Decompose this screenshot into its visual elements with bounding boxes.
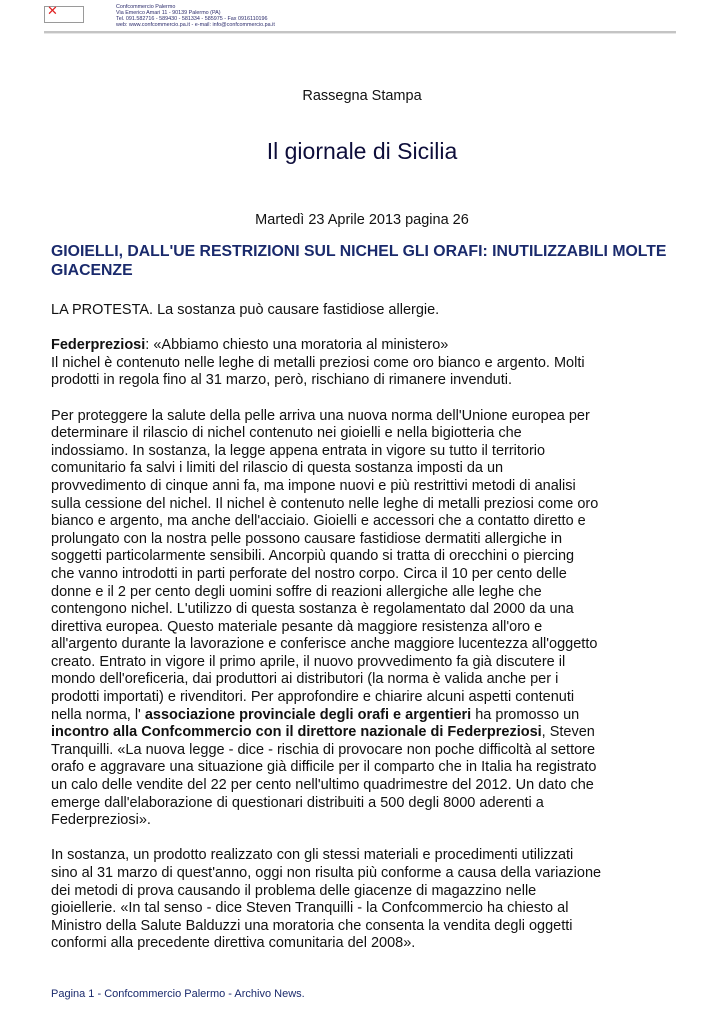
header-divider	[44, 31, 676, 34]
quote-speaker: Federpreziosi	[51, 337, 146, 354]
quote-summary: Il nichel è contenuto nelle leghe di metalli preziosi come oro bianco e argento. Molti prodotti in regola fino al 31 marzo, però, rischiano di rimanere invenduti.	[51, 354, 585, 389]
article-paragraph-3: In sostanza, un prodotto realizzato con gli stessi materiali e procedimenti utilizzati sino al 31 marzo di quest'anno, oggi non risulta più conforme a causa della variazione dei metodi di prova causando il problema delle giacenze di magazzino nelle gioiellerie. «In tal senso - dice Steven Tranquilli - la Confcommercio ha chiesto al Ministro della Salute Balduzzi una moratoria che consenta la vendita degli oggetti conformi alla precedente direttiva comunitaria del 2008».	[51, 847, 602, 952]
paragraph-2-text-a: Per proteggere la salute della pelle arriva una nuova norma dell'Unione europea per determinare il rilascio di nichel contenuto nei gioielli e nella bigiotteria che indossiamo. In sostanza, la legge appena entrata in vigore su tutto il territorio comunitario fa salvi i limiti del rilascio di questa sostanza imposti da un provvedimento di cinque anni fa, ma impone nuovi e più restrittivi metodi di analisi sulla cessione del nichel. Il nichel è contenuto nelle leghe di metalli preziosi come oro bianco e argento, ma anche dell'acciaio. Gioielli e accessori che a contatto diretto e prolungato con la nostra pelle possono causare fastidiose dermatiti allergiche in soggetti particolarmente sensibili. Ancorpiù quando si tratta di orecchini o piercing che vanno introdotti in parti perforate del nostro corpo. Circa il 10 per cento delle donne e il 2 per cento degli uomini soffre di reazioni allergiche alle leghe che contengono nichel. L'utilizzo di questa sostanza è regolamentato dal 2000 da una direttiva europea. Questo materiale pesante dà maggiore resistenza all'oro e all'argento durante la lavorazione e conferisce anche maggiore lucentezza all'oggetto creato. Entrato in vigore il primo aprile, il nuovo provvedimento fa già discutere il mondo dell'oreficeria, dai produttori ai distributori (la norma è valida anche per i prodotti importati) e rivenditori. Per approfondire e chiarire alcuni aspetti contenuti nella norma, l'	[51, 407, 599, 723]
highlight-meeting: incontro alla Confcommercio con il direttore nazionale di Federpreziosi	[51, 724, 542, 741]
article-paragraph-2	[51, 408, 691, 830]
section-kicker: Rassegna Stampa	[302, 88, 422, 104]
newspaper-title: Il giornale di Sicilia	[266, 138, 458, 164]
broken-image-icon: ✕	[47, 4, 58, 19]
quote-paragraph	[51, 337, 691, 390]
paragraph-2-text-b: ha promosso un	[475, 706, 580, 723]
page-footer: Pagina 1 - Confcommercio Palermo - Archivo News.	[51, 988, 305, 1000]
logo-placeholder	[44, 6, 84, 23]
highlight-association: associazione provinciale degli orafi e argentieri	[144, 706, 472, 723]
org-name: Confcommercio Palermo	[116, 4, 176, 10]
quote-text: : «Abbiamo chiesto una moratoria al ministero»	[145, 337, 449, 354]
org-web: web: www.confcommercio.pa.it - e-mail: info@confcommercio.pa.it	[116, 22, 275, 28]
org-address: Via Emerico Amari 11 - 90139 Palermo (PA)	[116, 10, 221, 16]
org-phone: Tel. 091.582716 - 589430 - 581334 - 585975 - Fax 0916110196	[116, 16, 268, 22]
letterhead	[116, 4, 416, 28]
article-headline: GIOIELLI, DALL'UE RESTRIZIONI SUL NICHEL GLI ORAFI: INUTILIZZABILI MOLTE GIACENZE	[51, 243, 667, 279]
paragraph-2-text-c: , Steven Tranquilli. «La nuova legge - dice - rischia di provocare non poche difficoltà al settore orafo e aggravare una situazione già difficile per il comparto che in Italia ha registrato un calo delle vendite del 22 per cento nell'ultimo quadrimestre del 2012. Un dato che emerge dall'elaborazione di questionari distribuiti a 500 degli 8000 aderenti a Federpreziosi».	[51, 724, 597, 829]
article-lead: LA PROTESTA. La sostanza può causare fastidiose allergie.	[51, 302, 440, 318]
article-body	[51, 302, 691, 971]
publication-date: Martedì 23 Aprile 2013 pagina 26	[255, 212, 469, 228]
